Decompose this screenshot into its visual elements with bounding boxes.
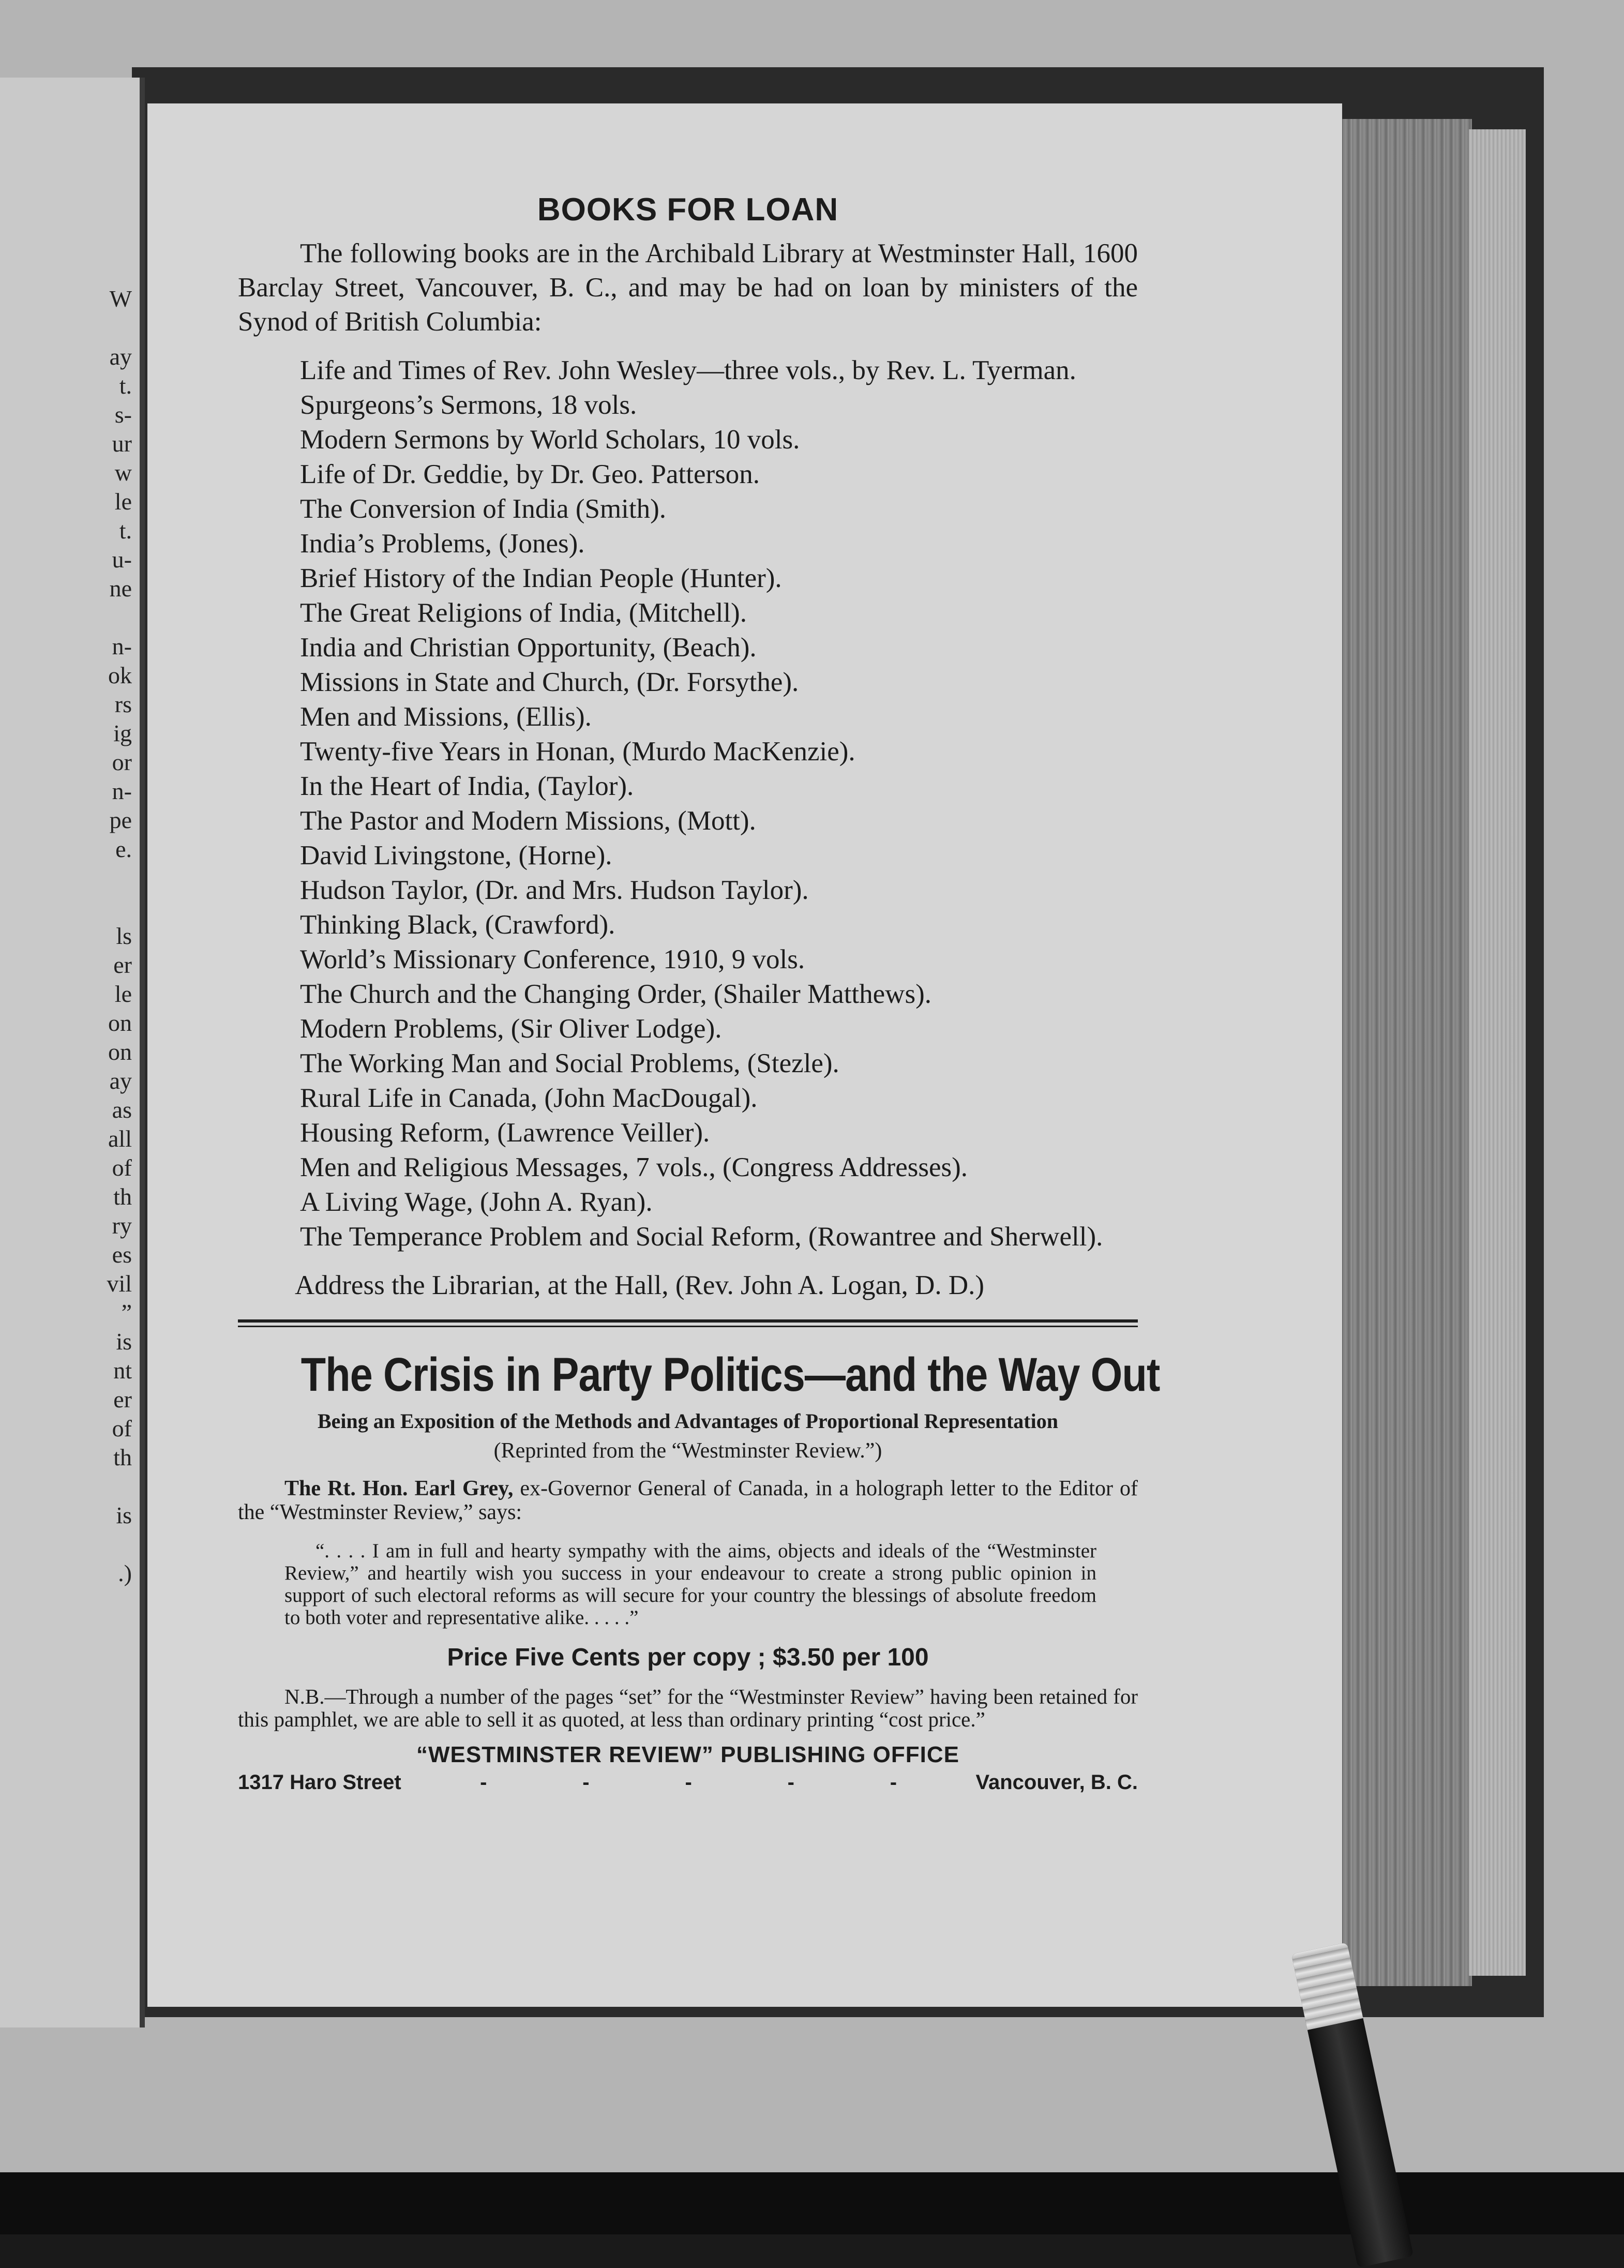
left-page-fragment: n-	[112, 633, 132, 659]
left-page-fragment: pe	[109, 807, 132, 833]
left-page-fragment: of	[112, 1415, 132, 1441]
page-content	[238, 191, 1160, 1794]
left-page-fragment: le	[114, 488, 132, 515]
librarian-address: Address the Librarian, at the Hall, (Rev. John A. Logan, D. D.)	[295, 1270, 985, 1300]
book-list-item: Brief History of the Indian People (Hunter).	[300, 563, 782, 593]
book-list-item: Modern Problems, (Sir Oliver Lodge).	[300, 1014, 722, 1044]
book-list-item: Housing Reform, (Lawrence Veiller).	[300, 1118, 710, 1148]
left-page-fragment: W	[109, 286, 132, 312]
left-page-fragment: w	[114, 459, 132, 486]
book-list-item: Modern Sermons by World Scholars, 10 vols.	[300, 425, 800, 455]
book-list-item: World’s Missionary Conference, 1910, 9 vols.	[300, 944, 805, 974]
book-list-item: The Great Religions of India, (Mitchell).	[300, 598, 747, 628]
earl-grey-text: ex-Governor General of Canada, in a holograph letter to the Editor of the “Westminster Review,” says:	[238, 1477, 1138, 1524]
book-spine-edge	[1340, 119, 1472, 1986]
book-list-item: Life of Dr. Geddie, by Dr. Geo. Patterson.	[300, 459, 760, 489]
left-page-fragment	[0, 603, 132, 632]
book-list-item: Thinking Black, (Crawford).	[300, 910, 615, 940]
dash: -	[480, 1771, 487, 1794]
publishing-office: “WESTMINSTER REVIEW” PUBLISHING OFFICE	[416, 1742, 960, 1767]
office-city: Vancouver, B. C.	[975, 1771, 1138, 1794]
book-list-item: Twenty-five Years in Honan, (Murdo MacKenzie).	[300, 737, 855, 767]
left-page-fragment: t.	[119, 372, 132, 399]
left-page	[0, 78, 145, 2027]
left-page-fragment: er	[113, 952, 132, 978]
left-page-fragment: vil	[107, 1270, 132, 1297]
earl-grey-paragraph	[238, 1477, 1138, 1524]
left-page-fragment: ig	[113, 720, 132, 746]
book-list-item: In the Heart of India, (Taylor).	[300, 771, 634, 801]
crisis-subtitle: Being an Exposition of the Methods and Advantages of Proportional Representation	[318, 1409, 1058, 1433]
address-dashes	[401, 1771, 976, 1794]
book-list-item: Rural Life in Canada, (John MacDougal).	[300, 1083, 758, 1113]
book-list-item: Men and Religious Messages, 7 vols., (Congress Addresses).	[300, 1152, 968, 1182]
book-list-item: Hudson Taylor, (Dr. and Mrs. Hudson Taylor).	[300, 875, 809, 905]
nb-paragraph: N.B.—Through a number of the pages “set” for the “Westminster Review” having been retained for this pamphlet, we are able to sell it as quoted, at less than ordinary printing “cost price.”	[238, 1685, 1138, 1731]
left-page-fragment: t.	[119, 517, 132, 544]
left-page-fragment: nt	[113, 1357, 132, 1384]
book-list-item: The Conversion of India (Smith).	[300, 494, 667, 524]
books-intro-paragraph: The following books are in the Archibald Library at Westminster Hall, 1600 Barclay Street, Vancouver, B. C., and may be had on loan by ministers of the Synod of British Columbia:	[238, 238, 1138, 337]
office-address-row	[238, 1771, 1138, 1794]
left-page-fragment: .)	[118, 1560, 132, 1586]
left-page-fragment	[0, 1472, 132, 1501]
book-list-item: Life and Times of Rev. John Wesley—three vols., by Rev. L. Tyerman.	[300, 355, 1076, 385]
dash: -	[582, 1771, 590, 1794]
book-list-item: India and Christian Opportunity, (Beach).	[300, 633, 757, 663]
left-page-fragment	[0, 1530, 132, 1559]
left-page-fragment: er	[113, 1386, 132, 1413]
book-list-item: The Pastor and Modern Missions, (Mott).	[300, 806, 756, 836]
page-edges	[1469, 129, 1526, 1976]
book-list-item: The Church and the Changing Order, (Shailer Matthews).	[300, 979, 931, 1009]
left-page-fragment	[0, 893, 132, 922]
earl-grey-name: The Rt. Hon. Earl Grey,	[284, 1477, 514, 1500]
left-page-fragment: s-	[114, 401, 132, 428]
left-page-fragment: es	[112, 1241, 132, 1268]
book-list-item: Men and Missions, (Ellis).	[300, 702, 592, 732]
dash: -	[890, 1771, 897, 1794]
left-page-fragment: ne	[109, 575, 132, 602]
left-page-fragment: is	[116, 1502, 132, 1528]
left-page-fragment: ay	[109, 1068, 132, 1094]
book-list-item: Missions in State and Church, (Dr. Forsythe).	[300, 667, 799, 697]
dash: -	[685, 1771, 692, 1794]
left-page-fragment: all	[108, 1125, 132, 1152]
section-divider	[238, 1319, 1138, 1327]
left-page-fragment: le	[114, 981, 132, 1007]
left-page-fragment: n-	[112, 778, 132, 804]
book-list-item: Spurgeons’s Sermons, 18 vols.	[300, 390, 637, 420]
left-page-fragment: ”	[121, 1299, 132, 1326]
left-page-fragment: or	[112, 749, 132, 775]
left-page-fragment: ok	[108, 662, 132, 688]
left-page-fragment: th	[113, 1444, 132, 1470]
book-list-item: A Living Wage, (John A. Ryan).	[300, 1187, 653, 1217]
book-list-item: The Working Man and Social Problems, (Stezle).	[300, 1048, 839, 1078]
book-list-item: The Temperance Problem and Social Reform, (Rowantree and Sherwell).	[300, 1222, 1103, 1252]
book-list	[238, 353, 1138, 1254]
left-page-fragment: is	[116, 1328, 132, 1355]
reprint-note: (Reprinted from the “Westminster Review.”)	[493, 1439, 882, 1463]
book-list-item: India’s Problems, (Jones).	[300, 529, 585, 559]
left-page-fragment: ls	[116, 923, 132, 949]
left-page-fragment: on	[108, 1039, 132, 1065]
left-page-fragment: th	[113, 1183, 132, 1210]
left-page-fragment: ry	[112, 1212, 132, 1239]
left-page-fragment: u-	[112, 546, 132, 573]
left-page-fragment: on	[108, 1010, 132, 1036]
left-page-fragment: rs	[114, 691, 132, 717]
left-page-text-fragments	[0, 284, 132, 1588]
left-page-fragment: ay	[109, 343, 132, 370]
earl-grey-quote: “. . . . I am in full and hearty sympathy with the aims, objects and ideals of the “Westminster Review,” and heartily wish you success in your endeavour to create a strong public opinion in support of such electoral reforms as will secure for your country the blessings of absolute freedom to both voter and representative alike. . . . .”	[284, 1540, 1096, 1629]
left-page-fragment: e.	[115, 836, 132, 862]
left-page-fragment: as	[112, 1097, 132, 1123]
left-page-fragment	[0, 313, 132, 342]
crisis-title: The Crisis in Party Politics—and the Way Out	[300, 1348, 1160, 1401]
office-street: 1317 Haro Street	[238, 1771, 401, 1794]
price-line: Price Five Cents per copy ; $3.50 per 100	[447, 1644, 929, 1671]
left-page-fragment: ur	[112, 430, 132, 457]
dash: -	[787, 1771, 794, 1794]
left-page-fragment: of	[112, 1154, 132, 1181]
book-list-item: David Livingstone, (Horne).	[300, 840, 612, 870]
books-for-loan-heading: BOOKS FOR LOAN	[537, 192, 839, 228]
left-page-fragment	[0, 864, 132, 893]
